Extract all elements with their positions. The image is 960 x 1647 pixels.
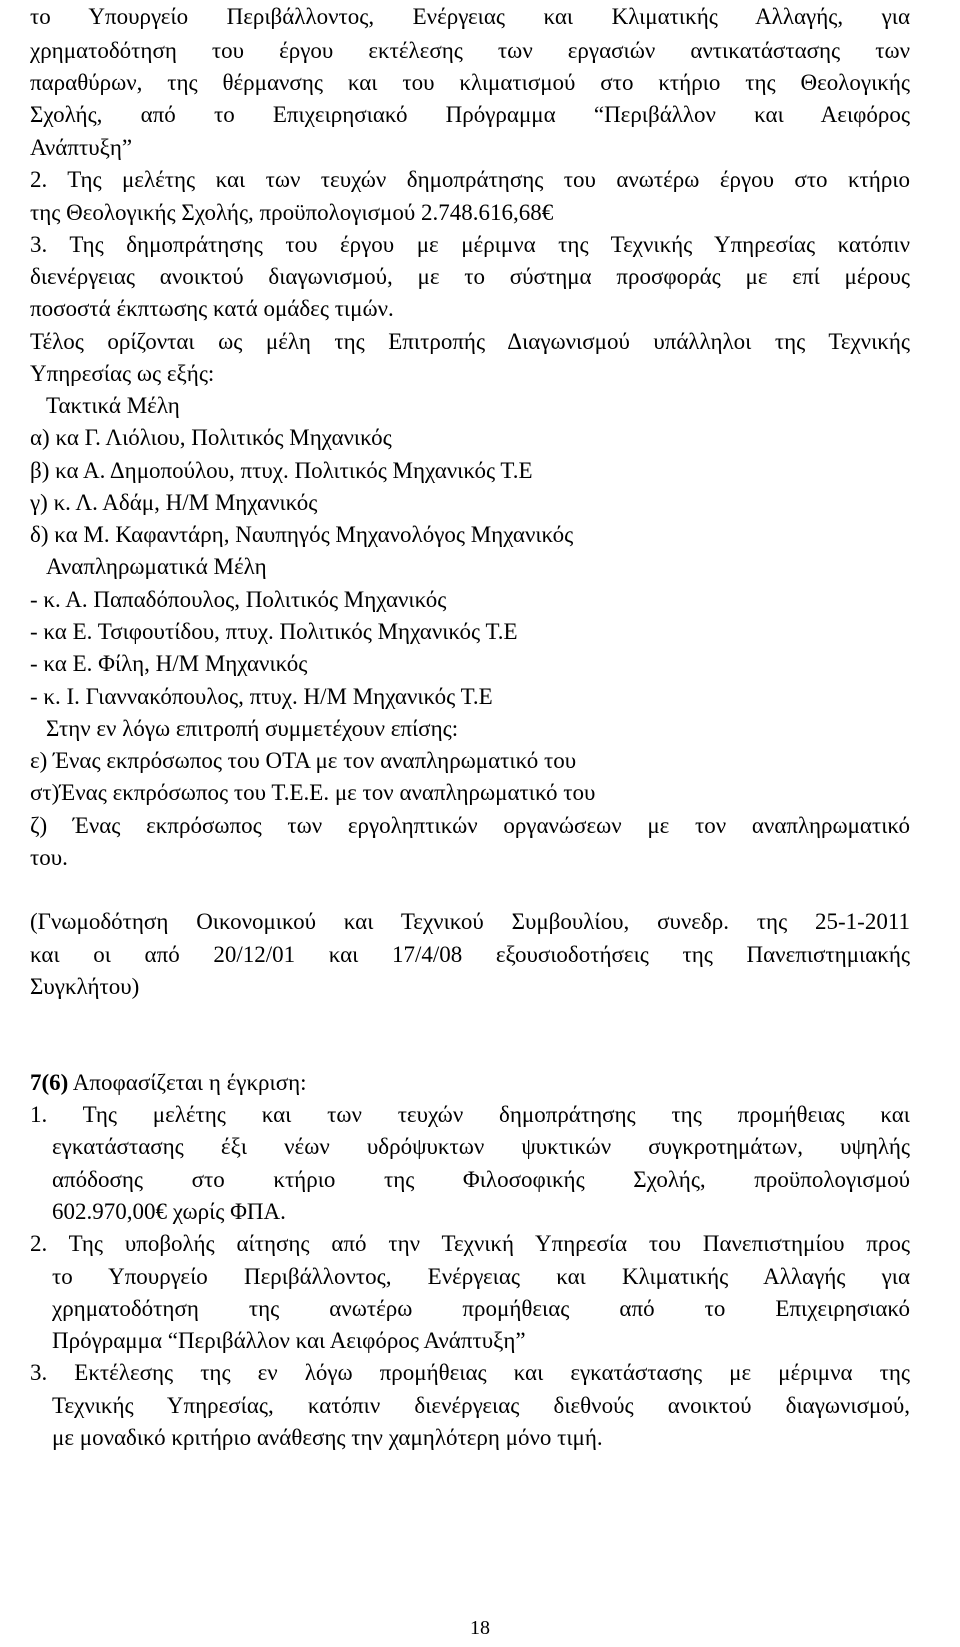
members-heading: Τακτικά Μέλη	[46, 393, 180, 418]
text-line: χρηματοδότηση του έργου εκτέλεσης των εργασιών αντικατάστασης των	[30, 38, 910, 63]
list-item: στ)Ένας εκπρόσωπος του Τ.Ε.Ε. με τον αναπληρωματικό του	[30, 780, 596, 805]
text-line: 3. Της δημοπράτησης του έργου με μέριμνα της Τεχνικής Υπηρεσίας κατόπιν	[30, 232, 910, 257]
list-item: α) κα Γ. Λιόλιου, Πολιτικός Μηχανικός	[30, 425, 392, 450]
numbered-item-line: 602.970,00€ χωρίς ΦΠΑ.	[52, 1199, 286, 1224]
text-line: διενέργειας ανοικτού διαγωνισμού, με το σύστημα προσφοράς με επί μέρους	[30, 264, 910, 289]
text-line: παραθύρων, της θέρμανσης και του κλιματισμού στο κτήριο της Θεολογικής	[30, 70, 910, 95]
text-line: Τέλος ορίζονται ως μέλη της Επιτροπής Διαγωνισμού υπάλληλοι της Τεχνικής	[30, 329, 910, 354]
text-line: 2. Της μελέτης και των τευχών δημοπράτησης του ανωτέρω έργου στο κτήριο	[30, 167, 910, 192]
numbered-item-line: χρηματοδότηση της ανωτέρω προμήθειας από το Επιχειρησιακό	[52, 1296, 910, 1321]
numbered-item-line: με μοναδικό κριτήριο ανάθεσης την χαμηλότερη μόνο τιμή.	[52, 1425, 603, 1450]
text-line: της Θεολογικής Σχολής, προϋπολογισμού 2.748.616,68€	[30, 200, 554, 225]
numbered-item: 1. Της μελέτης και των τευχών δημοπράτησης της προμήθειας και	[30, 1102, 910, 1127]
numbered-item-line: Τεχνικής Υπηρεσίας, κατόπιν διενέργειας διεθνούς ανοικτού διαγωνισμού,	[52, 1393, 910, 1418]
section-number: 7(6)	[30, 1070, 69, 1095]
text-line: Σχολής, από το Επιχειρησιακό Πρόγραμμα “Περιβάλλον και Αειφόρος	[30, 102, 910, 127]
list-item: - κα Ε. Τσιφουτίδου, πτυχ. Πολιτικός Μηχανικός Τ.Ε	[30, 619, 518, 644]
list-item: - κ. Ι. Γιαννακόπουλος, πτυχ. Η/Μ Μηχανικός Τ.Ε	[30, 684, 493, 709]
text-line: το Υπουργείο Περιβάλλοντος, Ενέργειας και Κλιματικής Αλλαγής, για	[30, 4, 910, 29]
list-item: - κ. Α. Παπαδόπουλος, Πολιτικός Μηχανικός	[30, 587, 447, 612]
section-heading	[30, 1068, 307, 1098]
numbered-item-line: απόδοσης στο κτήριο της Φιλοσοφικής Σχολής, προϋπολογισμού	[52, 1167, 910, 1192]
text-line: Ανάπτυξη”	[30, 135, 133, 160]
page-number: 18	[470, 1617, 490, 1639]
section-title: Αποφασίζεται η έγκριση:	[68, 1070, 307, 1095]
list-item: δ) κα Μ. Καφαντάρη, Ναυπηγός Μηχανολόγος Μηχανικός	[30, 522, 574, 547]
alternates-heading: Αναπληρωματικά Μέλη	[46, 554, 267, 579]
numbered-item-line: Πρόγραμμα “Περιβάλλον και Αειφόρος Ανάπτυξη”	[52, 1328, 526, 1353]
numbered-item: 2. Της υποβολής αίτησης από την Τεχνική Υπηρεσία του Πανεπιστημίου προς	[30, 1231, 910, 1256]
numbered-item-line: το Υπουργείο Περιβάλλοντος, Ενέργειας και Κλιματικής Αλλαγής για	[52, 1264, 910, 1289]
list-item: ζ) Ένας εκπρόσωπος των εργοληπτικών οργανώσεων με τον αναπληρωματικό	[30, 813, 910, 838]
text-line: και οι από 20/12/01 και 17/4/08 εξουσιοδοτήσεις της Πανεπιστημιακής	[30, 942, 910, 967]
text-line: Υπηρεσίας ως εξής:	[30, 361, 215, 386]
list-item: γ) κ. Λ. Αδάμ, Η/Μ Μηχανικός	[30, 490, 318, 515]
numbered-item-line: εγκατάστασης έξι νέων υδρόψυκτων ψυκτικών συγκροτημάτων, υψηλής	[52, 1134, 910, 1159]
text-line: του.	[30, 845, 68, 870]
text-line: (Γνωμοδότηση Οικονομικού και Τεχνικού Συμβουλίου, συνεδρ. της 25-1-2011	[30, 909, 910, 934]
text-line: Συγκλήτου)	[30, 974, 140, 999]
text-line: ποσοστά έκπτωσης κατά ομάδες τιμών.	[30, 296, 394, 321]
list-item: β) κα Α. Δημοπούλου, πτυχ. Πολιτικός Μηχανικός Τ.Ε	[30, 458, 533, 483]
participants-heading: Στην εν λόγω επιτροπή συμμετέχουν επίσης:	[46, 716, 459, 741]
list-item: - κα Ε. Φίλη, Η/Μ Μηχανικός	[30, 651, 308, 676]
list-item: ε) Ένας εκπρόσωπος του ΟΤΑ με τον αναπληρωματικό του	[30, 748, 577, 773]
numbered-item: 3. Εκτέλεσης της εν λόγω προμήθειας και εγκατάστασης με μέριμνα της	[30, 1360, 910, 1385]
